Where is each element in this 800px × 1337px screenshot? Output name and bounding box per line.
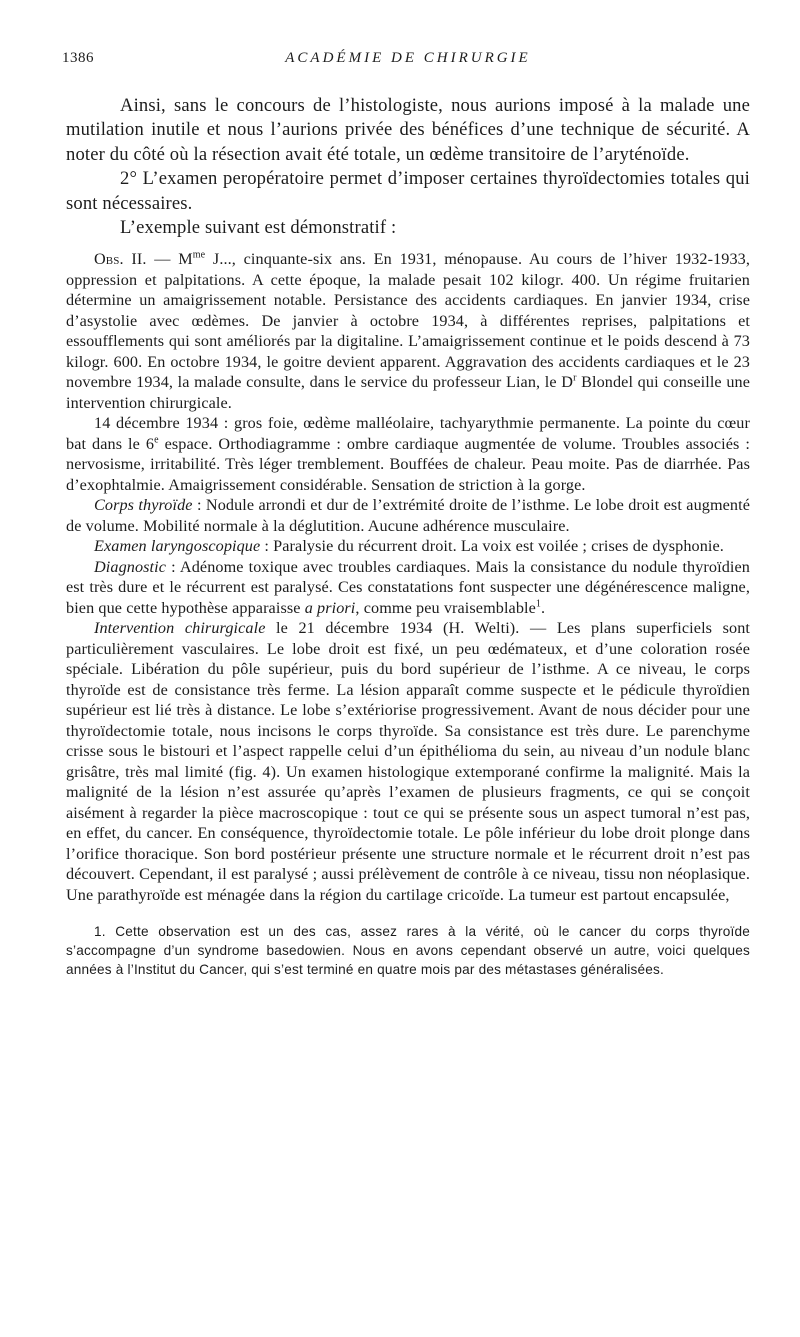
observation-intervention: Intervention chirurgicale le 21 décembre 1934 (H. Welti). — Les plans superficiels sont particulièrement vasculaires. Le lobe droit est fixé, un peu œdémateux, et d’une coloration rosée spéciale. Libération du pôle supérieur, puis du bord supérieur de l’isthme. A ce niveau, le corps thyroïde est de consistance très ferme. La lésion apparaît comme suspecte et le pédicule thyroïdien supérieur est lié très à distance. Le lobe s’extériorise progressivement. Avant de nous décider pour une thyroïdectomie totale, nous incisons le corps thyroïde. Sa consistance est très dure. Le parenchyme crisse sous le bistouri et l’aspect rappelle celui d’un épithélioma du sein, au niveau d’un nodule blanc grisâtre, très mal limité (fig. 4). Un examen histologique extemporané confirme la malignité. Mais la malignité de la lésion n’est assurée qu’après l’examen de plusieurs fragments, ce qui se conçoit aisément à regarder la pièce macroscopique : tout ce qui se présente sous un aspect tumoral n’est pas, en effet, du cancer. En conséquence, thyroïdectomie totale. Le pôle inférieur du lobe droit plonge dans l’orifice thoracique. Son bord postérieur présente une structure normale et le récurrent droit n’est pas découvert. Cependant, il est paralysé ; aussi prélèvement de contrôle à ce niveau, tissu non néoplasique. Une parathyroïde est ménagée dans la région du cartilage cricoïde. La tumeur est partout encapsulée, (66, 619, 750, 904)
paragraph-examen-peroperatoire: 2° L’examen peropératoire permet d’imposer certaines thyroïdectomies totales qui sont nécessaires. (66, 168, 750, 214)
section-label-corps-thyroide: Corps thyroïde (94, 496, 193, 515)
observation-block (66, 249, 750, 905)
observation-intro: Obs. II. — $M^{me}$ J..., cinquante-six ans. En 1931, ménopause. Au cours de l’hiver 1932-1933, oppression et palpitations. A cette époque, la malade pesait 102 kilogr. 400. Un régime fruitarien détermine un amaigrissement notable. Persistance des accidents cardiaques. En janvier 1934, crise d’asystolie avec œdèmes. De janvier à octobre 1934, à différentes reprises, palpitations et essoufflements qui sont améliorés par la digitaline. L’amaigrissement continue et le poids descend à 73 kilogr. 600. En octobre 1934, le goitre devient apparent. Aggravation des accidents cardiaques et le 23 novembre 1934, la malade consulte, dans le service du professeur Lian, le $D^r$ Blondel qui conseille une intervention chirurgicale. (66, 250, 750, 412)
observation-label: Obs. II. (94, 250, 147, 269)
journal-page (62, 50, 751, 980)
main-text (66, 94, 750, 240)
observation-examen-laryngoscopique: Examen laryngoscopique : Paralysie du récurrent droit. La voix est voilée ; crises de dysphonie. (94, 537, 724, 556)
observation-dec-14: 14 décembre 1934 : gros foie, œdème malléolaire, tachyarythmie permanente. La pointe du cœur bat dans le 6e espace. Orthodiagramme : ombre cardiaque augmentée de volume. Troubles associés : nervosisme, irritabilité. Très léger tremblement. Bouffées de chaleur. Peau moite. Pas de diarrhée. Pas d’exophtalmie. Amaigrissement considérable. Sensation de striction à la gorge. (66, 414, 750, 494)
section-label-examen: Examen laryngoscopique (94, 537, 261, 556)
paragraph-exemple: L’exemple suivant est démonstratif : (120, 217, 397, 239)
observation-corps-thyroide: Corps thyroïde : Nodule arrondi et dur de l’extrémité droite de l’isthme. Le lobe droit est augmenté de volume. Mobilité normale à la déglutition. Aucune adhérence musculaire. (66, 496, 751, 535)
page-header (62, 50, 750, 74)
section-label-diagnostic: Diagnostic (94, 557, 167, 576)
section-label-intervention: Intervention chirurgicale (94, 619, 266, 638)
paragraph-ainsi: Ainsi, sans le concours de l’histologiste, nous aurions imposé à la malade une mutilation inutile et nous l’aurions privée des bénéfices d’une technique de sécurité. A noter du côté où la résection avait été totale, un œdème transitoire de l’aryténoïde. (66, 95, 750, 165)
footnote-1: 1. Cette observation est un des cas, assez rares à la vérité, où le cancer du corps thyroïde s’accompagne d’un syndrome basedowien. Nous en avons cependant observé un autre, voici quelques années à l’Institut du Cancer, qui s’est terminé en quatre mois par des métastases généralisées. (66, 924, 750, 978)
footnote-reference: 1 (535, 598, 542, 610)
footnotes (66, 923, 750, 979)
page-number: 1386 (62, 50, 94, 66)
observation-diagnostic: Diagnostic : Adénome toxique avec troubles cardiaques. Mais la consistance du nodule thyroïdien est très dure et le récurrent est paralysé. Ces constatations font suspecter une dégénérescence maligne, bien que cette hypothèse apparaisse a priori, comme peu vraisemblable$^1$. (66, 557, 750, 617)
running-title: ACADÉMIE DE CHIRURGIE (285, 50, 531, 66)
